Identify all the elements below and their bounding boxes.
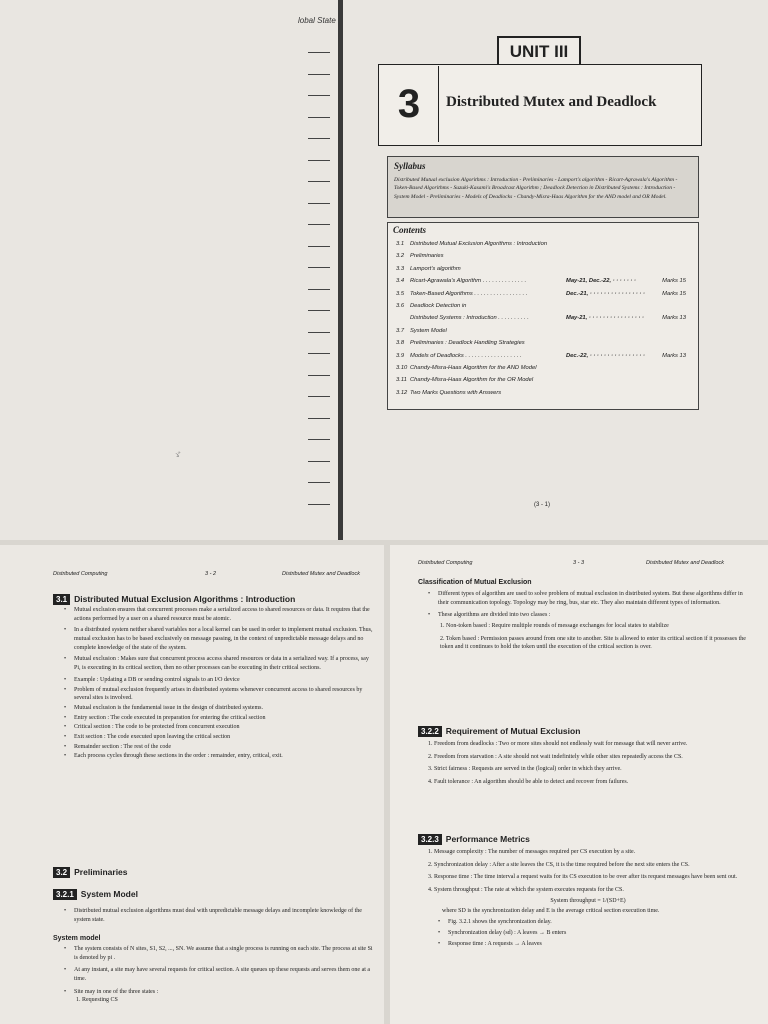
contents-row-title: Lamport's algorithm	[410, 265, 461, 272]
contents-row-number: 3.9	[396, 352, 405, 359]
section-3-1-bullets	[64, 606, 374, 761]
list-item: • Response time : A requests → A leaves	[438, 940, 748, 949]
list-item: • The system consists of N sites, S1, S2, ..., SN. We assume that a single process is running on each site. The process at site Si is denoted by pi .	[64, 945, 374, 962]
section-title: Requirement of Mutual Exclusion	[445, 726, 581, 736]
contents-row-number: 3.5	[396, 290, 405, 297]
formula-note: where SD is the synchronization delay and E is the average critical section execution time.	[442, 908, 660, 915]
list-item: 2. Freedom from starvation : A site should not wait indefinitely while other sites repeatedly access the CS.	[428, 753, 683, 760]
contents-row	[396, 390, 696, 400]
list-item: 1. Freedom from deadlocks : Two or more sites should not endlessly wait for message that will never arrive.	[428, 741, 688, 747]
list-item: • Mutual exclusion is the fundamental issue in the design of distributed systems.	[64, 704, 374, 713]
contents-row	[396, 353, 696, 363]
section-title: Performance Metrics	[445, 834, 530, 844]
running-header-right: Distributed Mutex and Deadlock	[282, 571, 360, 577]
contents-row-title: Preliminaries	[410, 253, 444, 260]
formula: System throughput = 1/(SD+E)	[550, 897, 626, 904]
contents-row-title: Preliminaries : Deadlock Handling Strategies	[410, 340, 525, 347]
list-item: • At any instant, a site may have several requests for critical section. A site queues up these requests and serves them one at a time.	[64, 966, 374, 983]
contents-row	[396, 340, 696, 350]
contents-row-title: System Model	[410, 327, 447, 334]
contents-row-title: Token-Based Algorithms . . . . . . . . . . . . . . . . .	[410, 290, 528, 297]
running-header-page: 3 - 2	[205, 571, 217, 577]
section-3-2-heading	[53, 862, 128, 880]
section-3-2-1-bullet	[64, 907, 374, 924]
section-title: Distributed Mutual Exclusion Algorithms : Introduction	[74, 594, 296, 604]
running-header-left: Distributed Computing	[53, 571, 108, 577]
contents-row-number: 3.3	[396, 265, 405, 272]
contents-row-number: 3.4	[396, 278, 405, 285]
list-item: • Fig. 3.2.1 shows the synchronization delay.	[438, 918, 748, 927]
contents-row	[396, 315, 696, 325]
contents-row-number: 3.2	[396, 253, 405, 260]
contents-row	[396, 365, 696, 375]
unit-label: UNIT III	[497, 36, 581, 68]
list-item: • Synchronization delay (sd) : A leaves → B enters	[438, 929, 748, 938]
chapter-title: Distributed Mutex and Deadlock	[446, 94, 657, 110]
binding-tab	[308, 203, 330, 204]
list-item: • Mutual exclusion : Makes sure that concurrent process access shared resources or data in a serialized way. If a process, say Pi, is executing in its critical section, then no other processes can be executing in their critical sections.	[64, 655, 374, 672]
list-item: • Remainder section : The rest of the code	[64, 743, 374, 752]
list-item: 1. Requesting CS	[76, 997, 118, 1004]
contents-row-number: 3.1	[396, 241, 405, 247]
contents-heading: Contents	[393, 225, 427, 235]
contents-row-marks: Marks 15	[662, 290, 686, 297]
binding-tab	[308, 310, 330, 311]
binding-tab	[308, 353, 330, 354]
list-item: 3. Response time : The time interval a request waits for its CS execution to be over after its request messages have been sent out.	[428, 874, 738, 881]
list-item: • Different types of algorithm are used to solve problem of mutual exclusion in distributed system. But these algorithms differ in their communication topology. Topology may be ring, bus, star etc. They also maintain different types of information.	[428, 590, 748, 607]
syllabus-box	[387, 156, 699, 218]
section-badge: 3.2.2	[418, 726, 442, 737]
contents-row-number: 3.8	[396, 340, 405, 347]
section-title: System Model	[80, 889, 138, 899]
contents-row	[396, 328, 696, 338]
book-spine	[338, 0, 343, 540]
page-number: (3 - 1)	[534, 502, 551, 508]
binding-tab	[308, 160, 330, 161]
contents-row-marks: Marks 13	[662, 352, 686, 359]
syllabus-text: Distributed Mutual exclusion Algorithms : Introduction - Preliminaries - Lamport's algorithm - Ricart-Agrawala's Algorithm - Token-Based Algorithms - Suzuki-Kasami's Broadcast Algorithm ; Deadlock Detection in Distributed Systems : Introduction - System Model - Preliminaries - Models of Deadlocks - Chandy-Misra-Haas Algorithm for the AND model and OR Model.	[394, 177, 678, 200]
syllabus-heading: Syllabus	[394, 161, 426, 171]
running-header-page: 3 - 3	[573, 560, 585, 566]
contents-row-marks: Marks 15	[662, 278, 686, 285]
binding-tab	[308, 181, 330, 182]
binding-tab	[308, 332, 330, 333]
system-model-bullets	[64, 945, 374, 1005]
system-model-heading: System model	[53, 935, 101, 942]
section-3-1-heading	[53, 589, 373, 607]
list-item: 3. Strict fairness : Requests are served in the (logical) order in which they arrive.	[428, 766, 622, 773]
performance-list	[428, 848, 748, 948]
binding-tab	[308, 138, 330, 139]
contents-row-number: 3.11	[396, 377, 407, 384]
binding-tab	[308, 52, 330, 53]
binding-tab	[308, 117, 330, 118]
contents-row-exam: Dec.-22, · · · · · · · · · · · · · · · ·	[566, 352, 645, 359]
contents-row-title: Ricart-Agrawala's Algorithm . . . . . . . . . . . . . .	[410, 278, 527, 285]
requirements-list	[428, 740, 748, 787]
contents-row	[396, 303, 696, 313]
binding-tab	[308, 246, 330, 247]
list-item: • Exit section : The code executed upon leaving the critical section	[64, 733, 374, 742]
list-item: 1. Non-token based : Require multiple rounds of message exchanges for local states to stabilize	[440, 623, 669, 630]
contents-row-title: Distributed Mutual Exclusion Algorithms : Introduction	[410, 241, 548, 247]
contents-row	[396, 291, 696, 301]
binding-tab	[308, 396, 330, 397]
list-item: 2. Token based : Permission passes around from one site to another. Site is allowed to enter its critical section if it possesses the token and it continues to hold the token until the execution of the critical section is over.	[440, 635, 746, 651]
binding-tab	[308, 375, 330, 376]
running-header-left: Distributed Computing	[418, 560, 473, 566]
contents-row-number: 3.12	[396, 389, 408, 396]
binding-tab	[308, 267, 330, 268]
list-item: • Mutual exclusion ensures that concurrent processes make a serialized access to shared resources or data. It requires that the actions performed by a user on a shared resource must be atomic.	[64, 606, 374, 623]
contents-row-exam: Dec.-21, · · · · · · · · · · · · · · · ·	[566, 290, 645, 297]
binding-tab	[308, 74, 330, 75]
running-header-fragment: lobal State	[298, 16, 336, 25]
classification-bullets	[428, 590, 748, 652]
binding-tab	[308, 461, 330, 462]
chapter-number: 3	[380, 66, 439, 142]
contents-row-title: Distributed Systems : Introduction . . . . . . . . . .	[410, 315, 529, 322]
list-item: • These algorithms are divided into two classes :	[428, 611, 748, 620]
section-3-2-3-heading	[418, 829, 530, 847]
section-badge: 3.2.1	[53, 889, 77, 900]
section-3-2-2-heading	[418, 721, 580, 739]
binding-tab	[308, 418, 330, 419]
list-item: • Example : Updating a DB or sending control signals to an I/O device	[64, 676, 374, 685]
binding-tab	[308, 289, 330, 290]
section-3-2-1-heading	[53, 884, 138, 902]
binding-tab	[308, 224, 330, 225]
contents-row-number: 3.7	[396, 327, 405, 334]
contents-row-exam: May-21, · · · · · · · · · · · · · · · ·	[566, 315, 644, 322]
list-item: • Entry section : The code executed in preparation for entering the critical section	[64, 714, 374, 723]
running-header-right: Distributed Mutex and Deadlock	[646, 560, 724, 566]
contents-row-exam: May-21, Dec.-22, · · · · · · ·	[566, 278, 636, 285]
contents-row-title: Models of Deadlocks . . . . . . . . . . . . . . . . . .	[410, 352, 522, 359]
list-item: 4. System throughput : The rate at which the system executes requests for the CS.	[428, 887, 624, 894]
section-badge: 3.2	[53, 867, 70, 878]
section-title: Preliminaries	[74, 867, 128, 877]
list-item: • Distributed mutual exclusion algorithms must deal with unpredictable message delays and incomplete knowledge of the system state.	[64, 907, 374, 924]
list-item: • Critical section : The code to be protected from concurrent execution	[64, 723, 374, 732]
binding-tab	[308, 95, 330, 96]
contents-row-title: Two Marks Questions with Answers	[410, 389, 502, 396]
contents-row-number: 3.10	[396, 365, 408, 371]
section-badge: 3.2.3	[418, 834, 442, 845]
contents-row-number: 3.6	[396, 303, 405, 309]
list-item: • Problem of mutual exclusion frequently arises in distributed systems whenever concurrent access to shared resources by several sites is involved.	[64, 686, 374, 703]
contents-row-marks: Marks 13	[662, 315, 686, 322]
contents-row-title: Chandy-Misra-Haas Algorithm for the OR Model	[410, 377, 534, 384]
contents-row-title: Deadlock Detection in	[410, 303, 467, 309]
section-badge: 3.1	[53, 594, 70, 605]
pen-scribble: ゞ	[172, 451, 182, 462]
list-item: 1. Message complexity : The number of messages required per CS execution by a site.	[428, 849, 636, 855]
list-item: 4. Fault tolerance : An algorithm should be able to detect and recover from failures.	[428, 779, 629, 786]
list-item: 2. Synchronization delay : After a site leaves the CS, it is the time required before the next site enters the CS.	[428, 861, 690, 868]
binding-tab	[308, 439, 330, 440]
contents-row	[396, 253, 696, 263]
list-item: • Site may in one of the three states :	[64, 988, 374, 997]
contents-row	[396, 278, 696, 288]
binding-tab	[308, 504, 330, 505]
contents-row-title: Chandy-Misra-Haas Algorithm for the AND Model	[410, 365, 537, 371]
contents-row	[396, 377, 696, 387]
contents-row	[396, 241, 696, 251]
binding-tab	[308, 482, 330, 483]
classification-heading: Classification of Mutual Exclusion	[418, 579, 532, 586]
list-item: • In a distributed system neither shared variables nor a local kernel can be used in order to implement mutual exclusion. Thus, mutual exclusion has to be based exclusively on message passing, in the context of unpredictable message delays and no complete knowledge of the state of the system.	[64, 626, 374, 652]
contents-row	[396, 266, 696, 276]
list-item: • Each process cycles through these sections in the order : remainder, entry, critical, exit.	[64, 752, 374, 761]
